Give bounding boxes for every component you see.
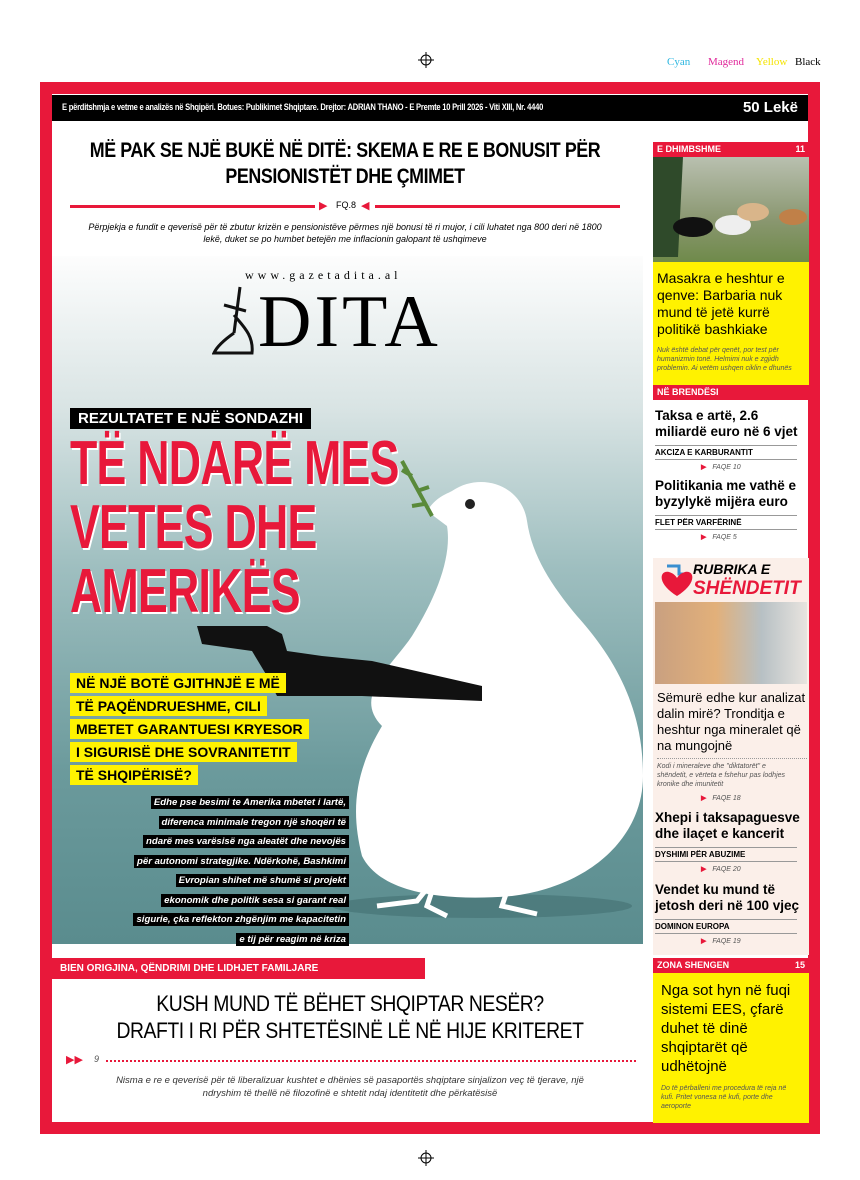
article-kicker: FLET PËR VARFËRINË	[655, 515, 797, 530]
page-ref-label: FQ.8	[335, 200, 356, 210]
sidebar-inside	[653, 385, 809, 542]
question-line: MBETET GARANTUESI KRYESOR	[70, 719, 309, 739]
headline-line: KUSH MUND TË BËHET SHQIPTAR NESËR?	[156, 991, 544, 1016]
page-ref: FAQE 18	[712, 795, 741, 802]
rubric-label: RUBRIKA E	[693, 561, 771, 577]
dogs-photo	[653, 157, 809, 262]
article-title: Masakra e heshtur e qenve: Barbaria nuk mund të jetë kurrë politikë bashkiake	[657, 270, 785, 337]
question-line: TË PAQËNDRUESHME, CILI	[70, 696, 267, 716]
section-label: NË BRENDËSI	[657, 387, 719, 397]
bottom-section-label: BIEN ORIGJINA, QËNDRIMI DHE LIDHJET FAMILJARE	[52, 958, 425, 979]
page-ref: FAQE 10	[712, 464, 741, 471]
masthead-url[interactable]: www.gazetadita.al	[245, 268, 402, 282]
arrow-icon: ▶	[701, 938, 707, 945]
print-mark-cyan: Cyan	[667, 56, 691, 68]
page-ref	[70, 199, 620, 213]
question-line: TË SHQIPËRISË?	[70, 765, 198, 785]
page-number: 15	[794, 960, 805, 970]
bottom-summary: Nisma e re e qeverisë për të liberalizuar kushtet e dhënies së pasaportës shqiptare sinjalizon veç të tjerave, një ndryshim të thellë në filozofinë e shtetit ndaj identitetit dhe përkatësisë	[116, 1075, 584, 1099]
masthead-logo: DITA	[258, 281, 441, 363]
sidebar-health[interactable]	[653, 558, 809, 955]
article-title: Taksa e artë, 2.6 miliardë euro në 6 vjet	[655, 408, 798, 439]
article-title: Nga sot hyn në fuqi sistemi EES, çfarë duhet të dinë shqiptarët që udhëtojnë	[661, 982, 791, 1075]
sidebar-schengen[interactable]	[653, 958, 809, 1123]
double-arrow-icon: ▶▶	[66, 1054, 83, 1066]
arrow-icon: ▶	[701, 534, 707, 541]
article-summary: Nuk është debat për qenët, por test për humanizmin tonë. Helmimi nuk e zgjidh problemin. Ai vetëm ushqen ciklin e dhunës	[657, 347, 792, 372]
cover-question	[70, 673, 309, 788]
cover-tag: REZULTATET E NJË SONDAZHI	[70, 408, 311, 429]
print-mark-yellow: Yellow	[756, 56, 788, 68]
page-ref: FAQE 20	[712, 866, 741, 873]
question-line: NË NJË BOTË GJITHNJË E MË	[70, 673, 286, 693]
section-label: E DHIMBSHME	[657, 144, 722, 154]
bottom-headline[interactable]	[60, 990, 641, 1044]
inside-item[interactable]	[653, 400, 809, 472]
cover-headline[interactable]	[70, 429, 399, 626]
cover-body-text: Edhe pse besimi te Amerika mbetet i lartë, diferenca minimale tregon një shoqëri të ndarë mes varësisë nga aleatët dhe nevojës për autonomi strategjike. Ndërkohë, Bashkimi Evropian shihet më shumë si projekt ekonomik dhe politik sesa si garant real sigurie, çka reflekton zhgënjim me kapacitetin e tij për reagim në kriza	[133, 796, 349, 946]
headline-line: VETES DHE	[70, 493, 317, 562]
lead-headline[interactable]: MË PAK SE NJË BUKË NË DITË: SKEMA E RE E BONUSIT PËR PENSIONISTËT DHE ÇMIMET	[89, 139, 601, 188]
print-mark-magenta: Magend	[708, 56, 745, 68]
article-title: Politikania me vathë e byzylykë mijëra euro	[655, 478, 797, 509]
article-title: Xhepi i taksapaguesve dhe ilaçet e kancerit	[655, 810, 800, 841]
inside-item[interactable]	[653, 472, 809, 542]
arrow-icon: ▶	[701, 795, 707, 802]
price: 50 Lekë	[742, 99, 798, 116]
sidebar-dogs[interactable]	[653, 142, 809, 385]
article-kicker: DOMINON EUROPA	[655, 919, 797, 934]
health-photo	[655, 602, 807, 684]
health-heart-icon	[657, 564, 697, 598]
arrow-right-icon: ▶	[319, 200, 328, 212]
article-summary: Kodi i mineraleve dhe "diktatorët" e shëndetit, e vërteta e fshehur pas lodhjes kronike dhe imunitetit	[657, 763, 786, 788]
page-ref: FAQE 5	[712, 534, 737, 541]
article-title: Vendet ku mund të jetosh deri në 100 vjeç	[655, 882, 800, 913]
print-mark-black: Black	[795, 56, 821, 68]
rubric-label: SHËNDETIT	[693, 578, 801, 599]
headline-line: DRAFTI I RI PËR SHTETËSINË LË NË HIJE KRITERET	[116, 1018, 584, 1043]
page-number: 11	[795, 144, 805, 154]
arrow-icon: ▶	[701, 866, 707, 873]
top-bar	[52, 95, 808, 121]
health-item[interactable]	[653, 810, 809, 874]
headline-line: AMERIKËS	[70, 557, 300, 626]
arrow-left-icon: ◀	[361, 200, 370, 212]
article-kicker: DYSHIMI PËR ABUZIME	[655, 847, 797, 862]
issue-info: E përditshmja e vetme e analizës në Shqipëri. Botues: Publikimet Shqiptare. Drejtor: ADRIAN THANO - E Premte 10 Prill 2026 - Viti XIII, Nr. 4440	[62, 102, 544, 113]
article-kicker: AKCIZA E KARBURANTIT	[655, 445, 797, 460]
cover-body	[133, 792, 349, 948]
article-summary: Do të përballeni me procedura të reja në kufi. Pritet vonesa në kufi, porte dhe aeroporte	[661, 1085, 787, 1110]
registration-mark-icon	[418, 52, 434, 68]
page-ref: FAQE 19	[712, 938, 741, 945]
health-item[interactable]	[653, 882, 809, 946]
arrow-icon: ▶	[701, 464, 707, 471]
page-ref: 9	[94, 1054, 100, 1064]
registration-mark-icon	[418, 1150, 434, 1166]
headline-line: TË NDARË MES	[70, 429, 399, 498]
section-label: ZONA SHENGEN	[657, 960, 730, 970]
dotted-divider	[106, 1060, 636, 1062]
masthead-logo-icon	[212, 285, 257, 357]
article-title: Sëmurë edhe kur analizat dalin mirë? Tronditja e heshtur nga mineralet që na mungojnë	[657, 690, 807, 759]
lead-summary: Përpjekja e fundit e qeverisë për të zbutur krizën e pensionistëve përmes një bonusi të ri mujor, i cili luhatet nga 800 deri në 1800 lekë, duket se po humbet betejën me inflacionin galopant të ushqimeve	[88, 222, 602, 244]
question-line: I SIGURISË DHE SOVRANITETIT	[70, 742, 297, 762]
